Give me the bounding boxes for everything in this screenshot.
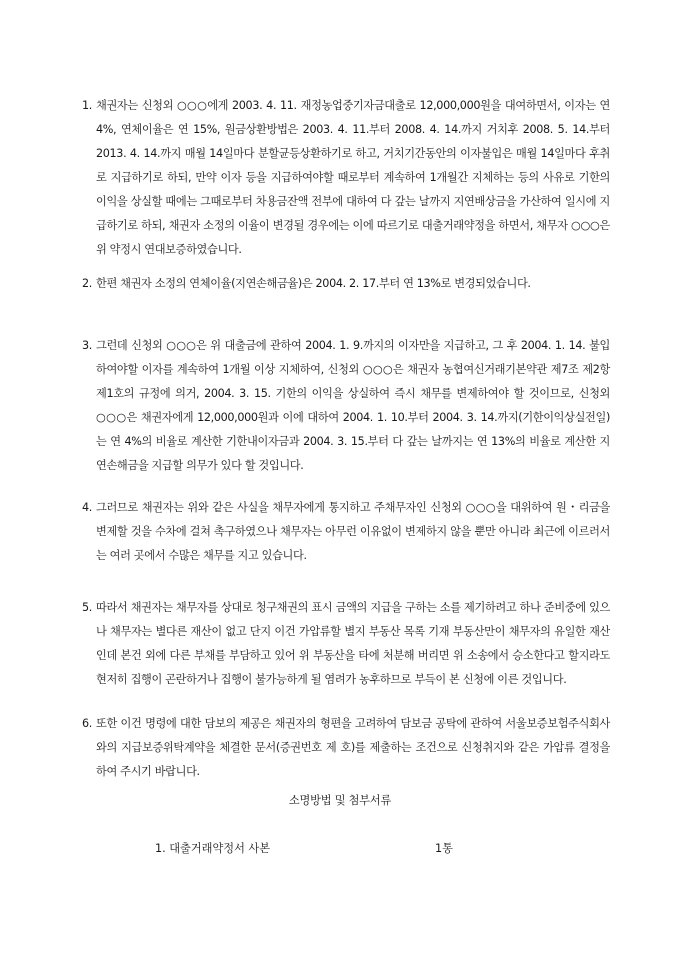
paragraph-3	[82, 334, 610, 478]
attachment-count: 1통	[435, 842, 453, 855]
paragraph-text: 따라서 채권자는 채무자를 상대로 청구채권의 표시 금액의 지급을 구하는 소를 제기하려고 하나 준비중에 있으나 채무자는 별다른 재산이 없고 단지 이건 가압류할 별지 부동산 목록 기재 부동산만이 채무자의 유일한 재산인데 본건 외에 다른 부채를 부담하고 있어 위 부동산을 타에 처분해 버리면 위 소송에서 승소한다고 할지라도 현저히 집행이 곤란하거나 집행이 불가능하게 될 염려가 농후하므로 부득이 본 신청에 이른 것입니다.	[96, 601, 610, 686]
paragraph-text: 그러므로 채권자는 위와 같은 사실을 채무자에게 통지하고 주채무자인 신청외 ○○○을 대위하여 원・리금을 변제할 것을 수차에 걸쳐 촉구하였으나 채무자는 아무런 이유없이 변제하지 않을 뿐만 아니라 최근에 이르러서는 여러 곳에서 수많은 채무를 지고 있습니다.	[96, 501, 610, 562]
paragraph-text: 그런데 신청외 ○○○은 위 대출금에 관하여 2004. 1. 9.까지의 이자만을 지급하고, 그 후 2004. 1. 14. 불입하여야할 이자를 계속하여 1개월 이상 지체하여, 신청외 ○○○은 채권자 농협여신거래기본약관 제7조 제2항 제1호의 규정에 의거, 2004. 3. 15. 기한의 이익을 상실하여 즉시 채무를 변제하여야 할 것이므로, 신청외 ○○○은 채권자에게 12,000,000원과 이에 대하여 2004. 1. 10.부터 2004. 3. 14.까지(기한이익상실전일)는 연 4%의 비율로 계산한 기한내이자금과 2004. 3. 15.부터 다 갚는 날까지는 연 13%의 비율로 계산한 지연손해금을 지급할 의무가 있다 할 것입니다.	[96, 339, 610, 472]
paragraph-text: 한편 채권자 소정의 연체이율(지연손해금율)은 2004. 2. 17.부터 연 13%로 변경되었습니다.	[96, 277, 531, 290]
paragraph-6	[82, 712, 610, 784]
paragraph-text: 채권자는 신청외 ○○○에게 2003. 4. 11. 재정농업중기자금대출로 12,000,000원을 대여하면서, 이자는 연 4%, 연체이율은 연 15%, 원금상환방법은 2003. 4. 11.부터 2008. 4. 14.까지 거치후 2008. 5. 14.부터 2013. 4. 14.까지 매월 14일마다 분할균등상환하기로 하고, 거치기간동안의 이자불입은 매월 14일마다 후취로 지급하기로 하되, 만약 이자 등을 지급하여야할 때로부터 계속하여 1개월간 지체하는 등의 사유로 기한의 이익을 상실할 때에는 그때로부터 차용금잔액 전부에 대하여 다 갚는 날까지 지연배상금을 가산하여 일시에 지급하기로 하되, 채권자 소정의 이율이 변경될 경우에는 이에 따르기로 대출거래약정을 하면서, 채무자 ○○○은 위 약정시 연대보증하였습니다.	[96, 99, 610, 256]
paragraph-5	[82, 596, 610, 692]
attachment-label: 1. 대출거래약정서 사본	[155, 842, 271, 855]
paragraph-2	[82, 272, 610, 296]
evidence-heading: 소명방법 및 첨부서류	[288, 794, 392, 807]
paragraph-number: 5.	[82, 601, 92, 614]
paragraph-number: 3.	[82, 339, 92, 352]
paragraph-number: 6.	[82, 717, 92, 730]
paragraph-text: 또한 이건 명령에 대한 담보의 제공은 채권자의 형편을 고려하여 담보금 공탁에 관하여 서울보증보험주식회사와의 지급보증위탁계약을 체결한 문서(증권번호 제 호)를 제출하는 조건으로 신청취지와 같은 가압류 결정을 하여 주시기 바랍니다.	[96, 717, 610, 778]
paragraph-number: 4.	[82, 501, 92, 514]
paragraph-number: 1.	[82, 99, 92, 112]
paragraph-1	[82, 94, 610, 262]
paragraph-4	[82, 496, 610, 568]
paragraph-number: 2.	[82, 277, 92, 290]
